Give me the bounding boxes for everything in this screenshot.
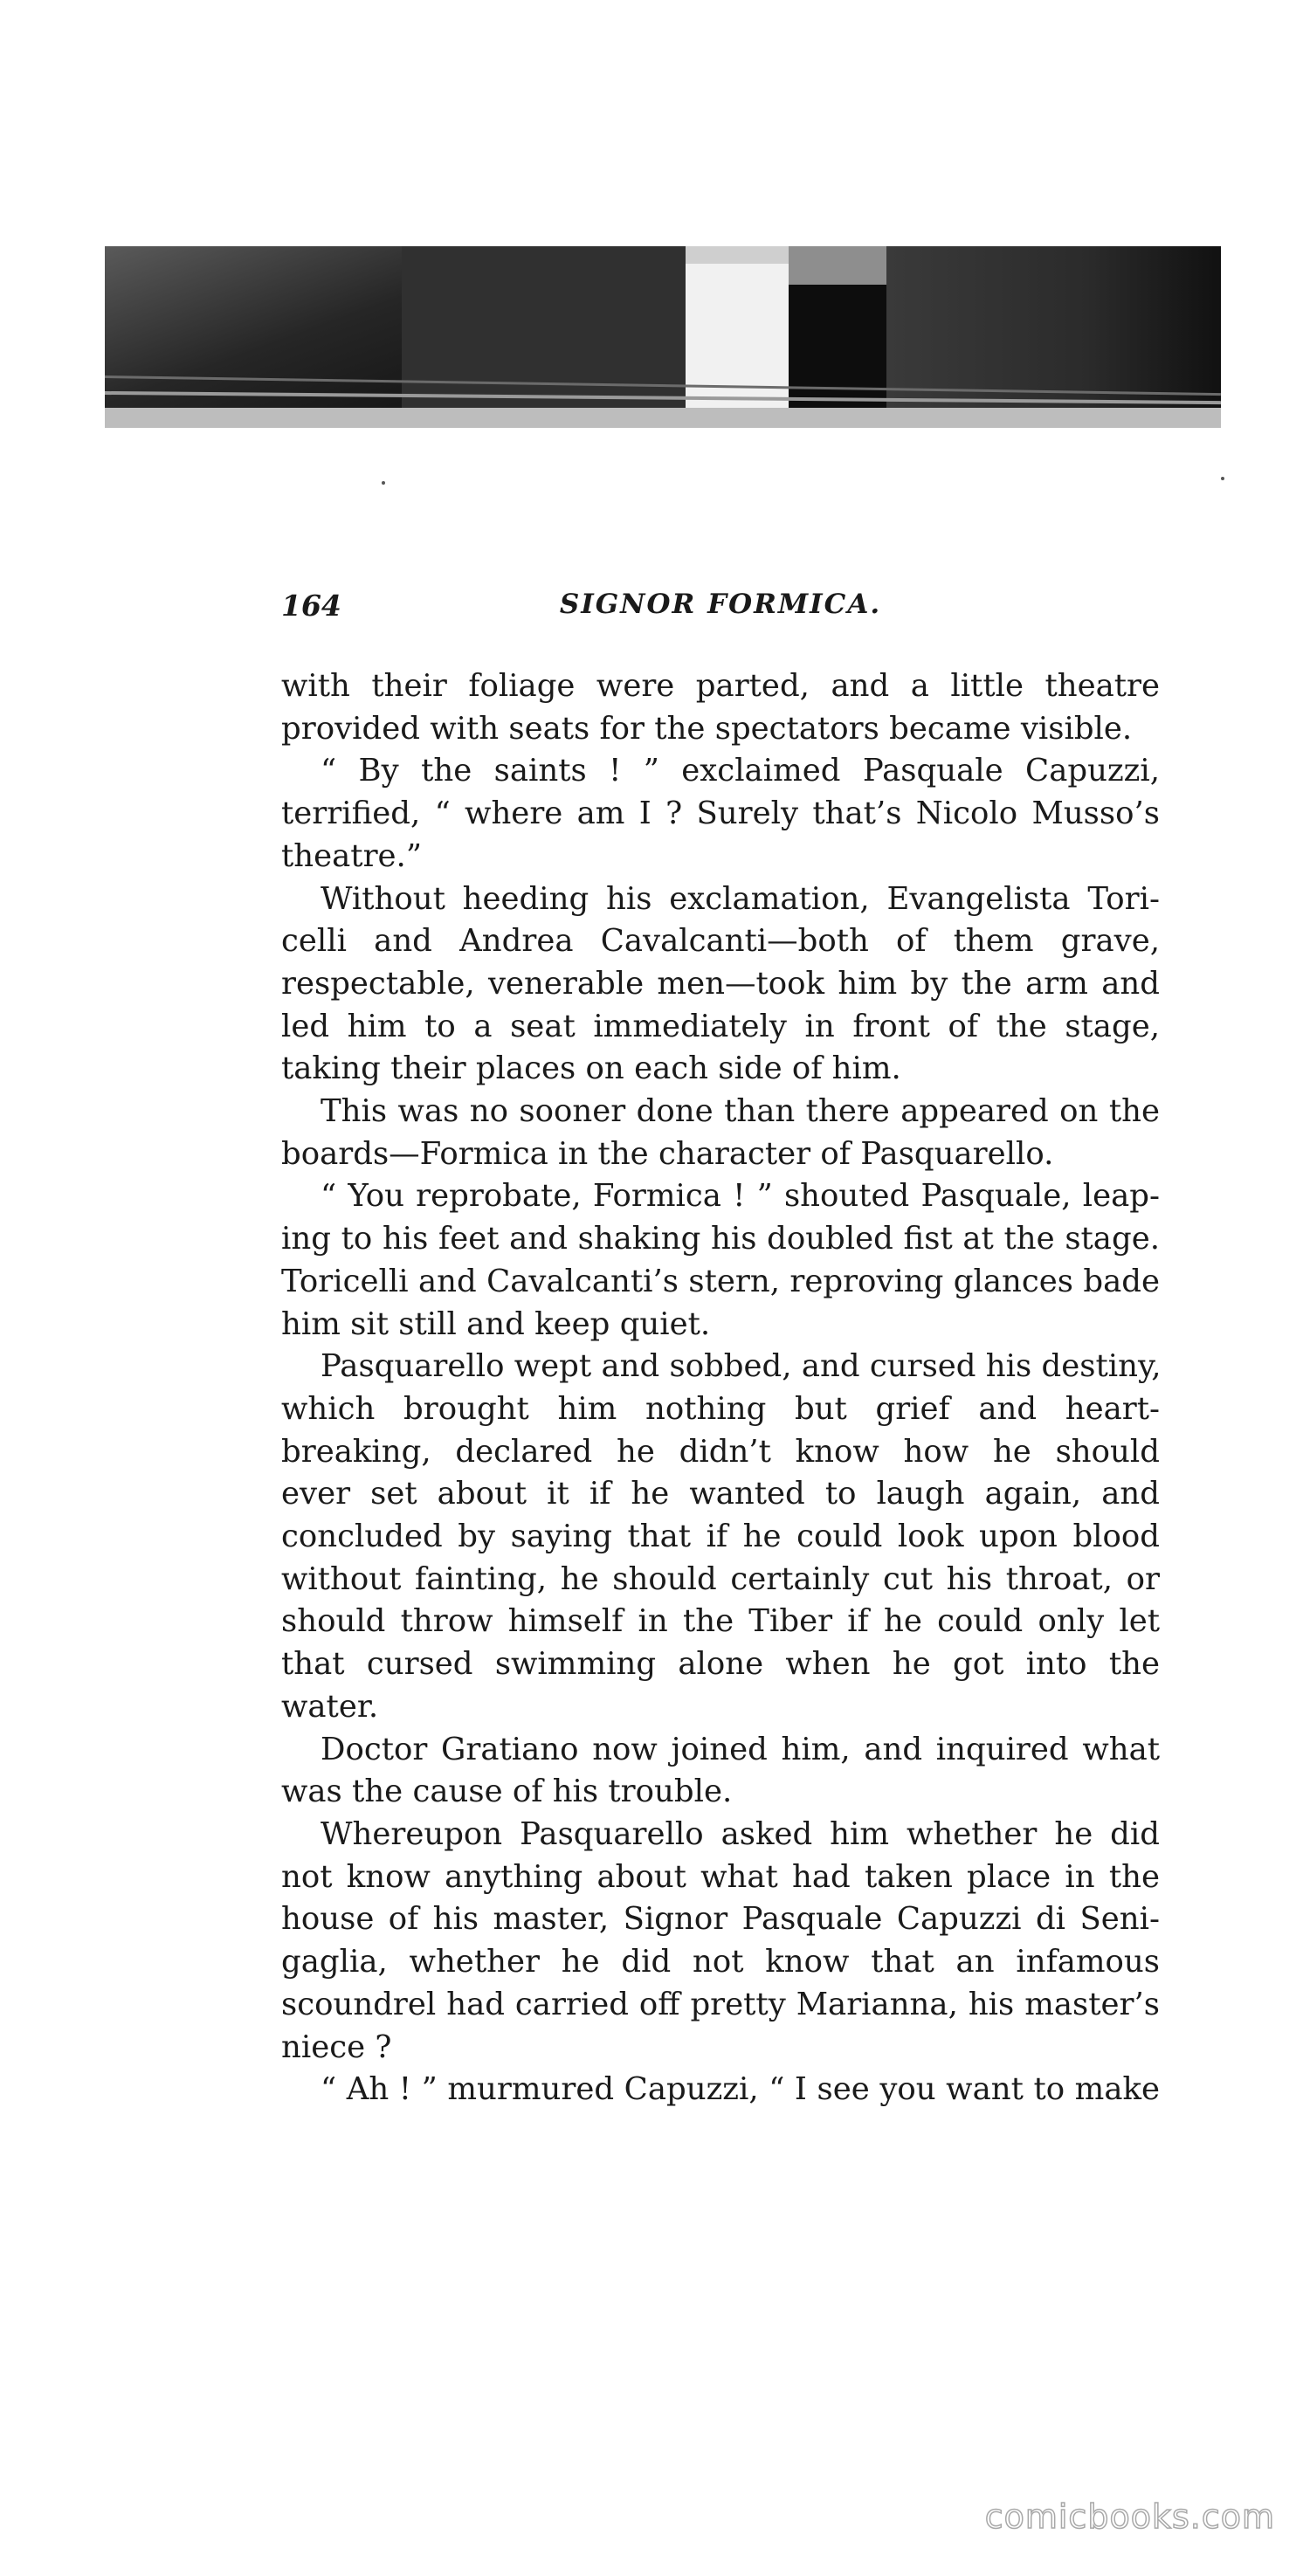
text-line: “ Ah ! ” murmured Capuzzi, “ I see you want to make	[321, 2071, 1160, 2108]
text-line: which brought him nothing but grief and heart-	[281, 1390, 1160, 1427]
text-line: not know anything about what had taken place in the	[281, 1858, 1160, 1895]
text-line: should throw himself in the Tiber if he could only let	[281, 1603, 1160, 1640]
scanned-illustration-fragment	[105, 246, 1221, 428]
scan-speck	[1221, 477, 1224, 480]
text-line: that cursed swimming alone when he got into the	[281, 1646, 1160, 1683]
watermark-logo: comicbooks.com	[984, 2497, 1275, 2536]
text-line: breaking, declared he didn’t know how he should	[281, 1433, 1160, 1470]
text-line: water.	[281, 1688, 379, 1725]
illustration-dark-region	[105, 246, 402, 428]
illustration-floor-strip	[105, 408, 1221, 428]
text-line: was the cause of his trouble.	[281, 1774, 733, 1810]
text-line: celli and Andrea Cavalcanti—both of them grave,	[281, 923, 1160, 960]
text-line: terrified, “ where am I ? Surely that’s Nicolo Musso’s	[281, 796, 1160, 832]
text-line: him sit still and keep quiet.	[281, 1305, 711, 1342]
text-line: “ You reprobate, Formica ! ” shouted Pasquale, leap-	[321, 1178, 1160, 1215]
text-line: “ By the saints ! ” exclaimed Pasquale Capuzzi,	[321, 753, 1160, 789]
text-line: taking their places on each side of him.	[281, 1050, 901, 1087]
text-line: niece ?	[281, 2028, 392, 2065]
text-line: Pasquarello wept and sobbed, and cursed his destiny,	[321, 1348, 1162, 1385]
text-line: Without heeding his exclamation, Evangelista Tori-	[321, 880, 1160, 917]
text-line: ing to his feet and shaking his doubled fist at the stage.	[281, 1221, 1160, 1257]
text-line: gaglia, whether he did not know that an infamous	[281, 1944, 1160, 1980]
text-line: Toricelli and Cavalcanti’s stern, reproving glances bade	[281, 1263, 1160, 1299]
text-line: provided with seats for the spectators became visible.	[281, 710, 1133, 747]
text-line: house of his master, Signor Pasquale Capuzzi di Seni-	[281, 1901, 1160, 1938]
text-line: This was no sooner done than there appeared on the	[321, 1093, 1160, 1130]
text-line: Doctor Gratiano now joined him, and inquired what	[321, 1731, 1160, 1767]
text-line: theatre.”	[281, 837, 422, 874]
running-title: SIGNOR FORMICA.	[559, 589, 882, 620]
body-text	[281, 665, 1160, 2111]
running-head	[281, 589, 1160, 641]
text-line: ever set about it if he wanted to laugh again, and	[281, 1476, 1160, 1512]
illustration-light-block	[686, 264, 789, 428]
illustration-light-cap	[686, 246, 789, 264]
text-line: without fainting, he should certainly cut his throat, or	[281, 1560, 1160, 1597]
text-line: respectable, venerable men—took him by the arm and	[281, 965, 1160, 1002]
text-line: boards—Formica in the character of Pasquarello.	[281, 1135, 1054, 1172]
text-line: scoundrel had carried off pretty Marianna, his master’s	[281, 1986, 1160, 2022]
page-number: 164	[281, 589, 341, 623]
illustration-grey-patch	[789, 246, 886, 285]
illustration-mid-region	[402, 246, 686, 428]
text-line: Whereupon Pasquarello asked him whether he did	[321, 1815, 1160, 1852]
text-line: concluded by saying that if he could look upon blood	[281, 1519, 1160, 1555]
scan-speck	[382, 481, 385, 485]
text-line: led him to a seat immediately in front of the stage,	[281, 1008, 1160, 1044]
text-line: with their foliage were parted, and a little theatre	[281, 668, 1160, 704]
